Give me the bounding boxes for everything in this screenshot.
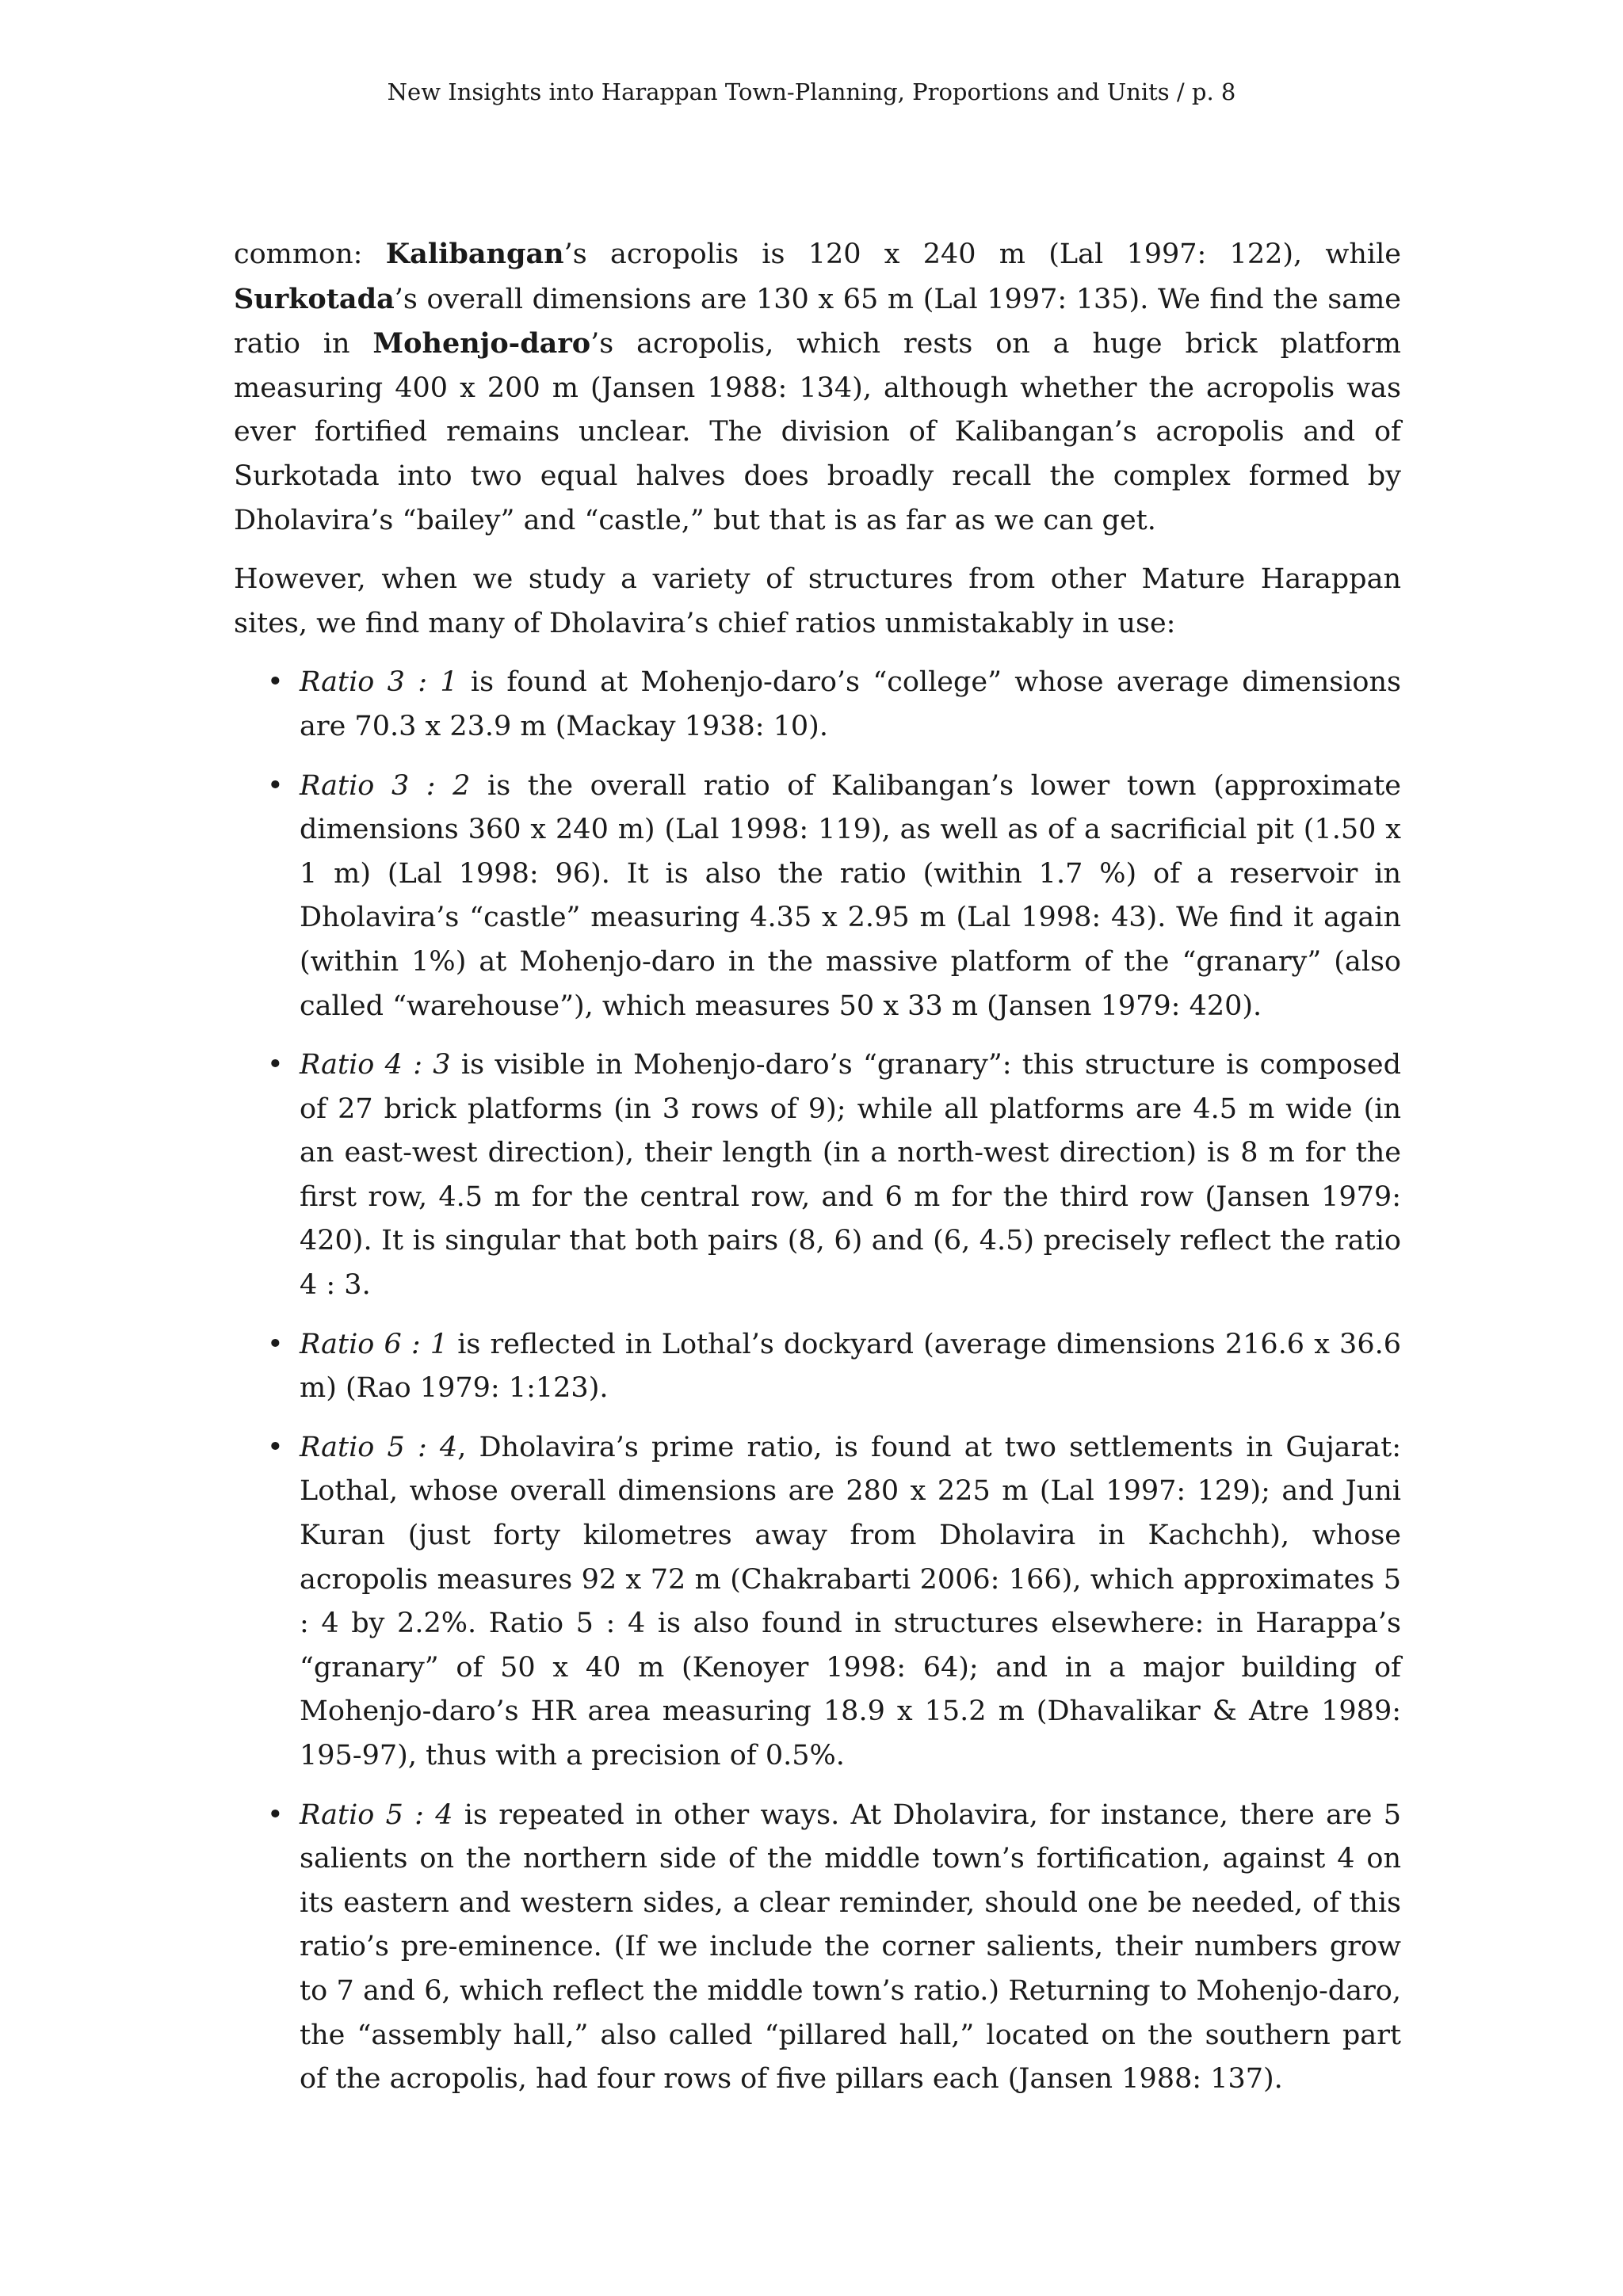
list-item bbox=[234, 1794, 1401, 2102]
bullet-icon: • bbox=[267, 1431, 284, 1463]
list-item-text: is visible in Mohenjo-daro’s “granary”: this structure is composed of 27 brick platforms (in 3 rows of 9); while all platforms are 4.5 m wide (in an east-west direction), their length (in a north-west direction) is 8 m for the first row, 4.5 m for the central row, and 6 m for the third row (Jansen 1979: 420). It is singular that both pairs (8, 6) and (6, 4.5) precisely reflect the ratio 4 : 3. bbox=[300, 1049, 1401, 1302]
bullet-icon: • bbox=[267, 666, 284, 699]
page-number: p. 8 bbox=[1191, 78, 1236, 105]
list-item bbox=[234, 1323, 1401, 1411]
ratio-label: Ratio 3 : 2 bbox=[300, 769, 471, 802]
ratio-label: Ratio 5 : 4 bbox=[300, 1798, 453, 1831]
paragraph-1 bbox=[234, 232, 1401, 543]
text-run: ’s acropolis, which rests on a huge brick platform measuring 400 x 200 m (Jansen 1988: 134), although whether the acropolis was ever fortified remains unclear. The division of Kalibangan’s acropolis and of Surkotada into two equal halves does broadly recall the complex formed by Dholavira’s “bailey” and “castle,” but that is as far as we can get. bbox=[234, 328, 1401, 536]
ratio-label: Ratio 5 : 4 bbox=[300, 1431, 458, 1463]
bullet-icon: • bbox=[267, 1328, 284, 1360]
list-item-text: is found at Mohenjo-daro’s “college” whose average dimensions are 70.3 x 23.9 m (Mackay 1938: 10). bbox=[300, 666, 1401, 742]
list-item-text: is reflected in Lothal’s dockyard (average dimensions 216.6 x 36.6 m) (Rao 1979: 1:123). bbox=[300, 1328, 1401, 1405]
list-item bbox=[234, 1043, 1401, 1308]
header-separator: / bbox=[1176, 78, 1185, 105]
text-run: ’s overall dimensions are 130 x 65 m (Lal 1997: 135). We find the same ratio in bbox=[234, 283, 1401, 360]
list-item bbox=[234, 661, 1401, 749]
bullet-icon: • bbox=[267, 769, 284, 802]
list-item bbox=[234, 1426, 1401, 1779]
running-title: New Insights into Harappan Town-Planning, Proportions and Units bbox=[387, 78, 1170, 105]
list-item bbox=[234, 765, 1401, 1029]
bullet-icon: • bbox=[267, 1049, 284, 1081]
site-name-surkotada: Surkotada bbox=[234, 282, 395, 315]
bullet-icon: • bbox=[267, 1798, 284, 1831]
running-header bbox=[0, 76, 1623, 108]
text-run: ’s acropolis is 120 x 240 m (Lal 1997: 122), while bbox=[563, 238, 1401, 270]
ratio-list bbox=[234, 661, 1401, 2101]
ratio-label: Ratio 3 : 1 bbox=[300, 666, 458, 699]
text-run: common: bbox=[234, 238, 386, 270]
site-name-kalibangan: Kalibangan bbox=[385, 238, 564, 270]
list-item-text: is repeated in other ways. At Dholavira, for instance, there are 5 salients on the northern side of the middle town’s fortification, against 4 on its eastern and western sides, a clear reminder, should one be needed, of this ratio’s pre-eminence. (If we include the corner salients, their numbers grow to 7 and 6, which reflect the middle town’s ratio.) Returning to Mohenjo-daro, the “assembly hall,” also called “pillared hall,” located on the southern part of the acropolis, had four rows of five pillars each (Jansen 1988: 137). bbox=[300, 1798, 1401, 2096]
paragraph-2: However, when we study a variety of structures from other Mature Harappan sites, we find many of Dholavira’s chief ratios unmistakably in use: bbox=[234, 563, 1401, 639]
ratio-label: Ratio 6 : 1 bbox=[300, 1328, 449, 1360]
list-item-text: is the overall ratio of Kalibangan’s lower town (approximate dimensions 360 x 240 m) (Lal 1998: 119), as well as of a sacrificial pit (1.50 x 1 m) (Lal 1998: 96). It is also the ratio (within 1.7 %) of a reservoir in Dholavira’s “castle” measuring 4.35 x 2.95 m (Lal 1998: 43). We find it again (within 1%) at Mohenjo-daro in the massive platform of the “granary” (also called “warehouse”), which measures 50 x 33 m (Jansen 1979: 420). bbox=[300, 769, 1401, 1022]
list-item-text: , Dholavira’s prime ratio, is found at two settlements in Gujarat: Lothal, whose overall dimensions are 280 x 225 m (Lal 1997: 129); and Juni Kuran (just forty kilometres away from Dholavira in Kachchh), whose acropolis measures 92 x 72 m (Chakrabarti 2006: 166), which approximates 5 : 4 by 2.2%. Ratio 5 : 4 is also found in structures elsewhere: in Harappa’s “granary” of 50 x 40 m (Kenoyer 1998: 64); and in a major building of Mohenjo-daro’s HR area measuring 18.9 x 15.2 m (Dhavalikar & Atre 1989: 195-97), thus with a precision of 0.5%. bbox=[300, 1431, 1401, 1772]
ratio-label: Ratio 4 : 3 bbox=[300, 1049, 451, 1081]
site-name-mohenjo-daro: Mohenjo-daro bbox=[372, 327, 591, 360]
main-text bbox=[234, 232, 1401, 2117]
